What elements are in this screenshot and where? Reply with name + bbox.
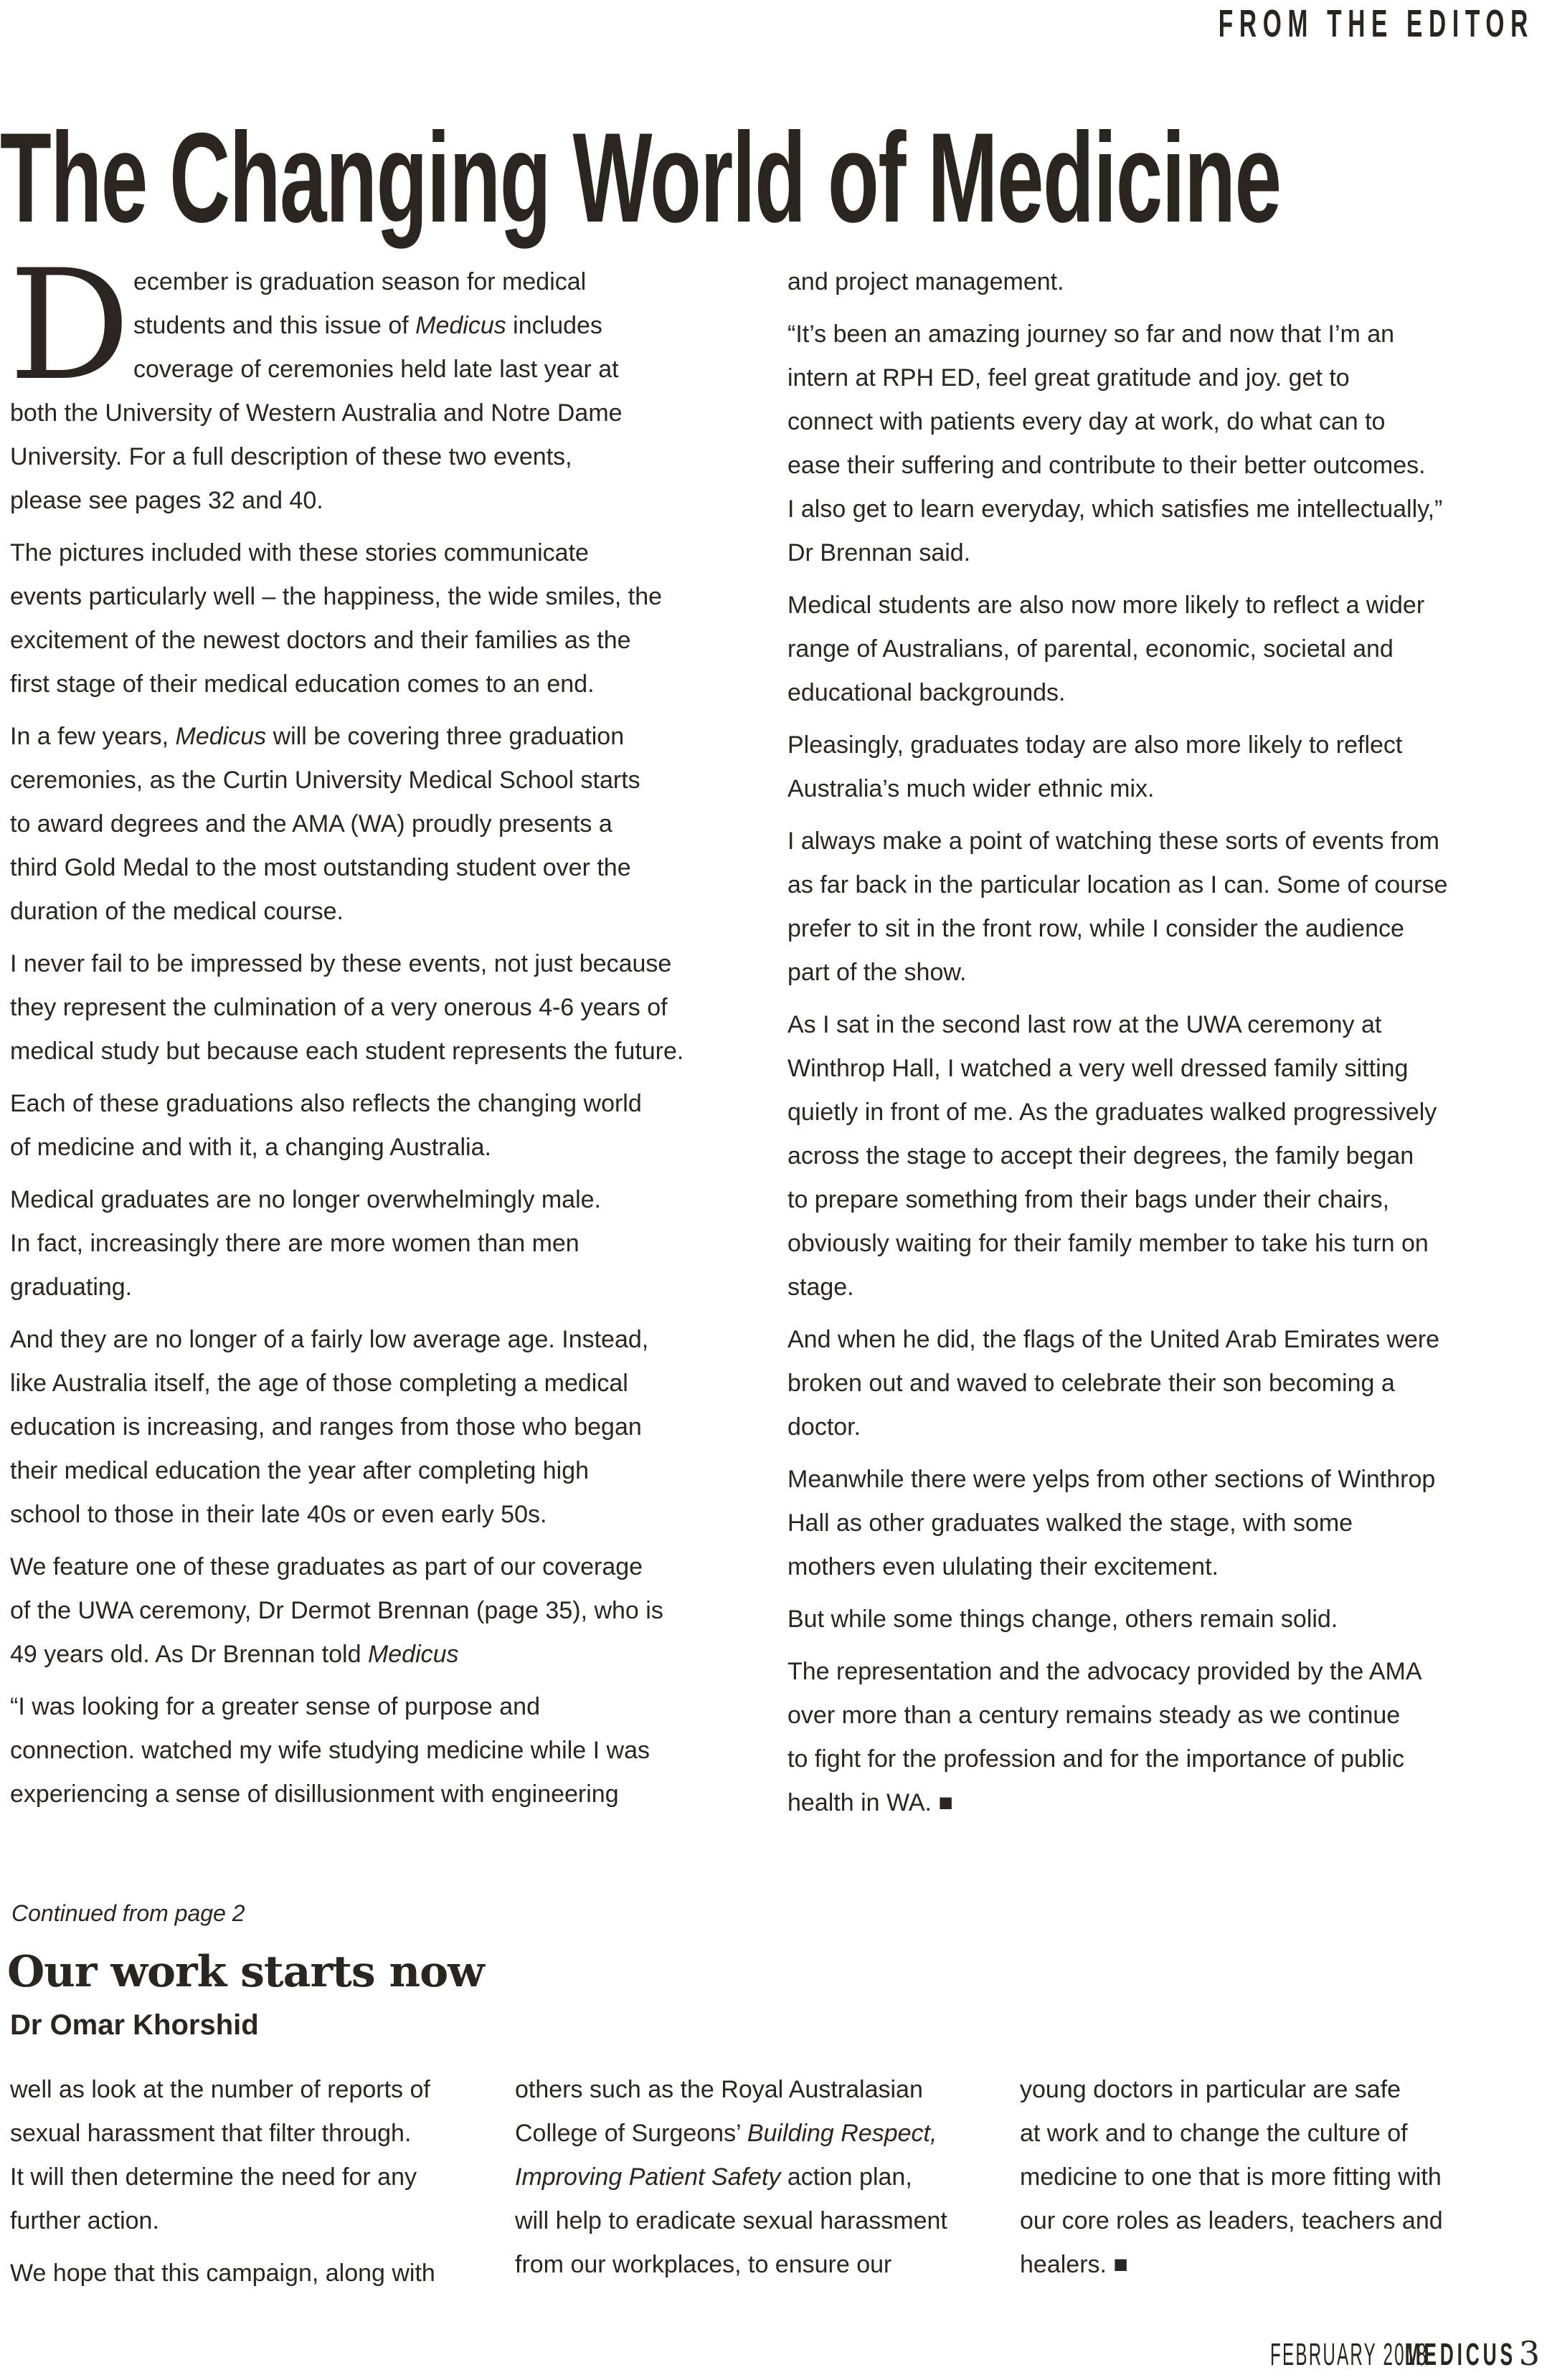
italic-text: Medicus — [175, 723, 267, 750]
text-line: connect with patients every day at work, do what can to — [787, 408, 1386, 435]
bottom-column-3 — [1020, 2068, 1508, 2287]
text-line: part of the show. — [787, 959, 967, 986]
text-line: to fight for the profession and for the importance of public — [787, 1745, 1404, 1773]
text-line: educational backgrounds. — [787, 679, 1066, 706]
text-line: Medical graduates are no longer overwhelmingly male. — [10, 1186, 601, 1213]
text-line: across the stage to accept their degrees, the family began — [787, 1142, 1414, 1170]
italic-text: Medicus — [367, 1641, 459, 1668]
text-line: “I was looking for a greater sense of purpose and — [10, 1693, 540, 1720]
text-line: prefer to sit in the front row, while I consider the audience — [787, 915, 1404, 942]
page-footer — [1141, 2334, 1540, 2373]
text-line: I never fail to be impressed by these events, not just because — [10, 950, 672, 977]
text-line: healers. ■ — [1020, 2251, 1128, 2278]
text-line: Pleasingly, graduates today are also more likely to reflect — [787, 731, 1403, 759]
text-line: In a few years, Medicus will be covering three graduation — [10, 723, 625, 750]
text-line: We hope that this campaign, along with — [10, 2260, 435, 2287]
text-line: health in WA. ■ — [787, 1789, 953, 1816]
text-line: University. For a full description of these two events, — [10, 443, 572, 470]
text-line: Winthrop Hall, I watched a very well dressed family sitting — [787, 1055, 1409, 1082]
paragraph — [10, 1082, 756, 1170]
text-line: mothers even ululating their excitement. — [787, 1553, 1219, 1580]
text-line: range of Australians, of parental, economic, societal and — [787, 635, 1394, 663]
text-line: medicine to one that is more fitting with — [1020, 2163, 1442, 2191]
text-line: experiencing a sense of disillusionment with engineering — [10, 1781, 619, 1808]
text-line: ecember is graduation season for medical — [133, 268, 587, 295]
paragraph — [10, 1318, 756, 1537]
text-line: I also get to learn everyday, which satisfies me intellectually,” — [787, 496, 1443, 523]
page-number: 3 — [1518, 2334, 1540, 2373]
paragraph — [10, 942, 756, 1073]
text-line: As I sat in the second last row at the UWA ceremony at — [787, 1011, 1382, 1038]
text-line: We feature one of these graduates as part of our coverage — [10, 1553, 643, 1580]
text-line: broken out and waved to celebrate their son becoming a — [787, 1370, 1395, 1397]
text-line: Improving Patient Safety action plan, — [515, 2163, 912, 2191]
text-line: Meanwhile there were yelps from other sections of Winthrop — [787, 1466, 1436, 1493]
section-label: FROM THE EDITOR — [1218, 2, 1534, 45]
text-line: third Gold Medal to the most outstanding student over the — [10, 854, 631, 881]
text-line: will help to eradicate sexual harassment — [515, 2207, 947, 2234]
text-line: and project management. — [787, 268, 1064, 295]
text-line: like Australia itself, the age of those completing a medical — [10, 1370, 628, 1397]
text-line: The representation and the advocacy provided by the AMA — [787, 1658, 1422, 1685]
paragraph — [787, 1318, 1533, 1449]
text-line: I always make a point of watching these sorts of events from — [787, 828, 1439, 855]
text-line: our core roles as leaders, teachers and — [1020, 2207, 1443, 2234]
italic-text: Improving Patient Safety — [515, 2163, 781, 2191]
text-line: of the UWA ceremony, Dr Dermot Brennan (page 35), who is — [10, 1597, 663, 1624]
text-line: obviously waiting for their family member to take his turn on — [787, 1230, 1429, 1257]
paragraph — [787, 724, 1533, 811]
paragraph — [787, 820, 1533, 995]
text-line: of medicine and with it, a changing Australia. — [10, 1134, 491, 1161]
paragraph — [10, 1685, 756, 1816]
text-line: But while some things change, others remain solid. — [787, 1606, 1338, 1633]
text-line: The pictures included with these stories communicate — [10, 539, 589, 566]
paragraph — [787, 584, 1533, 715]
text-line: over more than a century remains steady as we continue — [787, 1702, 1401, 1729]
paragraph — [10, 531, 756, 706]
text-line: young doctors in particular are safe — [1020, 2076, 1401, 2103]
text-line: Medical students are also now more likely to reflect a wider — [787, 592, 1425, 619]
text-line: quietly in front of me. As the graduates walked progressively — [787, 1099, 1437, 1126]
text-line: to prepare something from their bags under their chairs, — [787, 1186, 1390, 1213]
text-line: Hall as other graduates walked the stage, with some — [787, 1509, 1353, 1537]
text-line: And when he did, the flags of the United Arab Emirates were — [787, 1326, 1440, 1353]
paragraph — [787, 313, 1533, 575]
byline: Dr Omar Khorshid — [10, 2009, 259, 2041]
text-line: from our workplaces, to ensure our — [515, 2251, 892, 2278]
paragraph — [10, 2068, 498, 2243]
paragraph — [10, 260, 756, 523]
bottom-column-2 — [515, 2068, 1003, 2287]
text-line: Australia’s much wider ethnic mix. — [787, 775, 1155, 802]
text-line: sexual harassment that filter through. — [10, 2120, 412, 2147]
magazine-name: MEDICUS — [1404, 2337, 1516, 2372]
text-line: In fact, increasingly there are more women than men — [10, 1230, 579, 1257]
text-line: well as look at the number of reports of — [10, 2076, 430, 2103]
paragraph — [10, 2252, 498, 2295]
text-line: ease their suffering and contribute to their better outcomes. — [787, 452, 1426, 479]
text-line: connection. watched my wife studying medicine while I was — [10, 1737, 650, 1764]
text-line: And they are no longer of a fairly low average age. Instead, — [10, 1326, 649, 1353]
text-line: both the University of Western Australia and Notre Dame — [10, 399, 623, 427]
text-line: please see pages 32 and 40. — [10, 487, 323, 514]
text-line: events particularly well – the happiness, the wide smiles, the — [10, 583, 663, 610]
text-line: “It’s been an amazing journey so far and now that I’m an — [787, 321, 1395, 348]
text-line: stage. — [787, 1274, 854, 1301]
bottom-column-1 — [10, 2068, 498, 2295]
drop-cap: D — [9, 237, 131, 414]
paragraph — [787, 1598, 1533, 1641]
text-line: further action. — [10, 2207, 159, 2234]
paragraph — [787, 1650, 1533, 1825]
text-line: College of Surgeons’ Building Respect, — [515, 2120, 937, 2147]
paragraph — [1020, 2068, 1508, 2287]
text-line: education is increasing, and ranges from those who began — [10, 1413, 642, 1441]
secondary-article-title: Our work starts now — [7, 1947, 484, 1997]
text-line: they represent the culmination of a very onerous 4-6 years of — [10, 994, 668, 1021]
article-title: The Changing World of Medicine — [0, 106, 1281, 249]
text-line: to award degrees and the AMA (WA) proudly presents a — [10, 810, 612, 838]
paragraph — [787, 1003, 1533, 1309]
text-line: duration of the medical course. — [10, 898, 344, 925]
left-column — [10, 260, 756, 1816]
text-line: medical study but because each student represents the future. — [10, 1038, 684, 1065]
text-line: doctor. — [787, 1413, 861, 1441]
text-line: Each of these graduations also reflects the changing world — [10, 1090, 642, 1117]
text-line: 49 years old. As Dr Brennan told Medicus — [10, 1641, 459, 1668]
continued-note: Continued from page 2 — [11, 1900, 245, 1926]
text-line: as far back in the particular location as I can. Some of course — [787, 871, 1448, 899]
paragraph — [787, 260, 1533, 304]
text-line: Dr Brennan said. — [787, 539, 971, 566]
text-line: excitement of the newest doctors and their families as the — [10, 627, 631, 654]
text-line: coverage of ceremonies held late last year at — [133, 356, 619, 383]
issue-date: FEBRUARY 2018 — [1269, 2337, 1428, 2372]
text-line: students and this issue of Medicus includes — [133, 312, 602, 339]
paragraph — [787, 1458, 1533, 1589]
paragraph — [10, 1545, 756, 1677]
text-line: graduating. — [10, 1274, 133, 1301]
paragraph — [10, 1178, 756, 1309]
text-line: first stage of their medical education comes to an end. — [10, 670, 595, 698]
paragraph — [10, 715, 756, 934]
text-line: ceremonies, as the Curtin University Medical School starts — [10, 767, 640, 794]
italic-text: Building Respect, — [747, 2120, 937, 2147]
text-line: intern at RPH ED, feel great gratitude and joy. get to — [787, 364, 1350, 392]
italic-text: Medicus — [415, 312, 506, 339]
text-line: others such as the Royal Australasian — [515, 2076, 923, 2103]
text-line: their medical education the year after completing high — [10, 1457, 590, 1484]
text-line: at work and to change the culture of — [1020, 2120, 1408, 2147]
text-line: It will then determine the need for any — [10, 2163, 417, 2191]
paragraph — [515, 2068, 1003, 2287]
right-column — [787, 260, 1533, 1825]
text-line: school to those in their late 40s or even early 50s. — [10, 1501, 547, 1528]
